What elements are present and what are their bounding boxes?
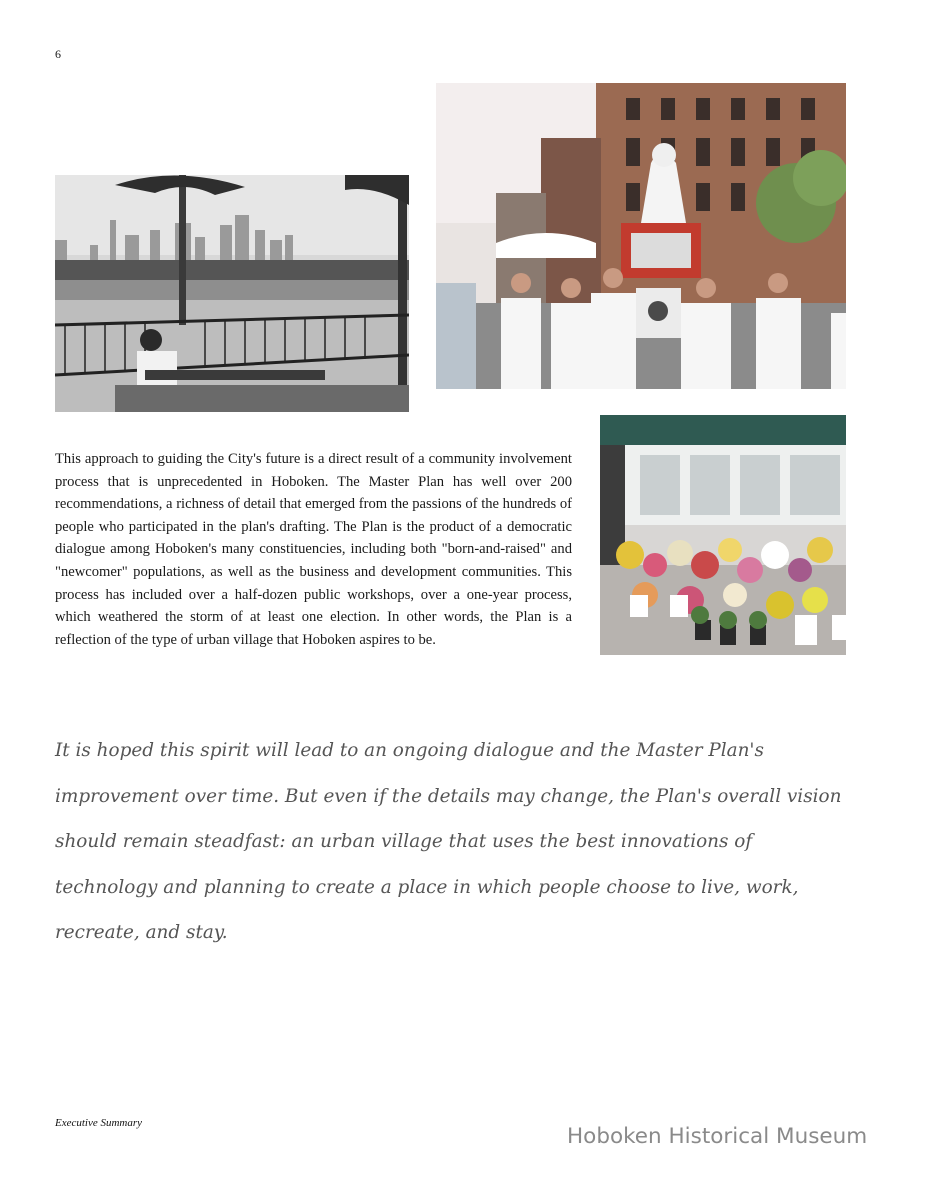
section-label: Executive Summary <box>55 1117 143 1129</box>
museum-watermark: Hoboken Historical Museum <box>567 1124 868 1149</box>
body-paragraph: This approach to guiding the City's future is a direct result of a community involvement process that is unprecedented in Hoboken. The Master Plan has well over 200 recommendations, a richness of detail that emerged from the passions of the hundreds of people who participated in the plan's drafting. The Plan is the product of a democratic dialogue among Hoboken's many constituencies, including both "born-and-raised" and "newcomer" populations, as well as the business and development communities. This process has included over a half-dozen public workshops, over a one-year process, which weathered the storm of at least one election. In other words, the Plan is a reflection of the type of urban village that Hoboken aspires to be. <box>55 451 572 648</box>
procession-photo <box>436 83 846 389</box>
skyline-photo <box>55 175 409 412</box>
page-number: 6 <box>55 47 61 61</box>
flower-shop-photo <box>600 415 846 655</box>
pull-quote: It is hoped this spirit will lead to an ongoing dialogue and the Master Plan's improvement over time. But even if the details may change, the Plan's overall vision should remain steadfast: an urban village that uses the best innovations of technology and planning to create a place in which people choose to live, work, recreate, and stay. <box>55 740 842 943</box>
